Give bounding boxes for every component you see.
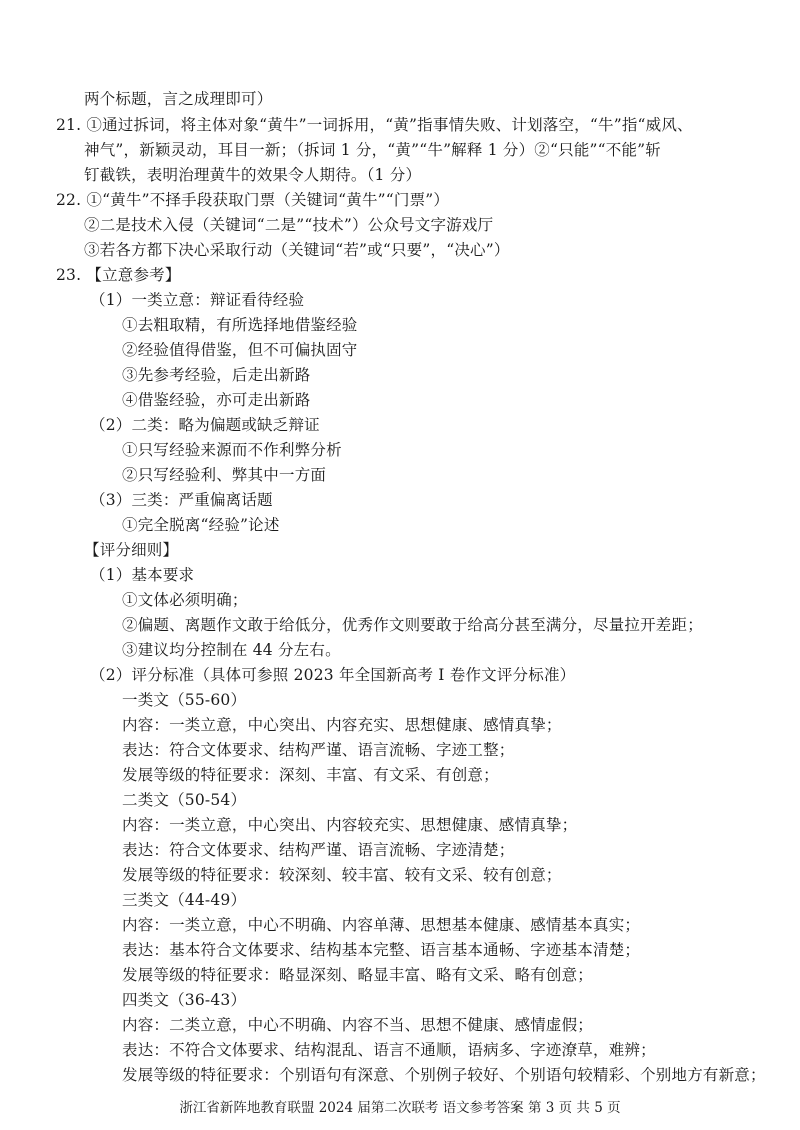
subsection-heading: （1）基本要求: [90, 566, 195, 584]
list-item: ①文体必须明确；: [122, 591, 248, 609]
answer-21-line-1: 21. ①通过拆词，将主体对象“黄牛”一词拆用，“黄”指事情失败、计划落空，“牛”指“威风、: [56, 116, 693, 134]
grade-heading: 一类文（55-60）: [122, 691, 247, 709]
list-item: ④借鉴经验，亦可走出新路: [122, 391, 311, 409]
answer-22-line-1: 22. ①“黄牛”不择手段获取门票（关键词“黄牛”“门票”）: [56, 191, 450, 209]
criteria-line: 内容：一类立意，中心不明确、内容单薄、思想基本健康、感情基本真实；: [122, 916, 641, 934]
grade-heading: 二类文（50-54）: [122, 791, 247, 809]
grade-heading: 四类文（36-43）: [122, 991, 247, 1009]
criteria-line: 内容：一类立意，中心突出、内容充实、思想健康、感情真挚；: [122, 716, 562, 734]
answer-21-line-2: 神气”，新颖灵动，耳目一新；（拆词 1 分，“黄”“牛”解释 1 分）②“只能”“不能”斩: [84, 141, 661, 159]
page-footer: 浙江省新阵地教育联盟 2024 届第二次联考 语文参考答案 第 3 页 共 5 页: [179, 1100, 621, 1116]
list-item: ①完全脱离“经验”论述: [122, 516, 280, 534]
answer-22-line-3: ③若各方都下决心采取行动（关键词“若”或“只要”，“决心”）: [84, 241, 510, 259]
subsection-heading: （2）评分标准（具体可参照 2023 年全国新高考 I 卷作文评分标准）: [90, 666, 576, 684]
list-item: ③建议均分控制在 44 分左右。: [122, 641, 341, 659]
criteria-line: 表达：符合文体要求、结构严谨、语言流畅、字迹工整；: [122, 741, 515, 759]
subsection-heading: （3）三类：严重偏离话题: [90, 491, 273, 509]
criteria-line: 发展等级的特征要求：略显深刻、略显丰富、略有文采、略有创意；: [122, 966, 594, 984]
list-item: ①去粗取精，有所选择地借鉴经验: [122, 316, 358, 334]
answer-23-heading: 23. 【立意参考】: [56, 266, 181, 284]
section-heading: 【评分细则】: [84, 541, 179, 559]
criteria-line: 发展等级的特征要求：个别语句有深意、个别例子较好、个别语句较精彩、个别地方有新意；: [122, 1066, 766, 1084]
list-item: ②经验值得借鉴，但不可偏执固守: [122, 341, 358, 359]
list-item: ②只写经验利、弊其中一方面: [122, 466, 327, 484]
criteria-line: 表达：符合文体要求、结构严谨、语言流畅、字迹清楚；: [122, 841, 515, 859]
criteria-line: 内容：二类立意，中心不明确、内容不当、思想不健康、感情虚假；: [122, 1016, 594, 1034]
subsection-heading: （1）一类立意：辩证看待经验: [90, 291, 305, 309]
criteria-line: 发展等级的特征要求：深刻、丰富、有文采、有创意；: [122, 766, 499, 784]
list-item: ①只写经验来源而不作利弊分析: [122, 441, 342, 459]
criteria-line: 表达：不符合文体要求、结构混乱、语言不通顺，语病多、字迹潦草，难辨；: [122, 1041, 656, 1059]
list-item: ②偏题、离题作文敢于给低分，优秀作文则要敢于给高分甚至满分，尽量拉开差距；: [122, 616, 703, 634]
criteria-line: 发展等级的特征要求：较深刻、较丰富、较有文采、较有创意；: [122, 866, 562, 884]
answer-21-line-3: 钉截铁，表明治理黄牛的效果令人期待。（1 分）: [84, 166, 422, 184]
criteria-line: 表达：基本符合文体要求、结构基本完整、语言基本通畅、字迹基本清楚；: [122, 941, 641, 959]
text-line: 两个标题，言之成理即可）: [84, 90, 273, 108]
answer-22-line-2: ②二是技术入侵（关键词“二是”“技术”）公众号文字游戏厅: [84, 216, 494, 234]
subsection-heading: （2）二类：略为偏题或缺乏辩证: [90, 416, 320, 434]
grade-heading: 三类文（44-49）: [122, 891, 247, 909]
criteria-line: 内容：一类立意，中心突出、内容较充实、思想健康、感情真挚；: [122, 816, 578, 834]
list-item: ③先参考经验，后走出新路: [122, 366, 311, 384]
